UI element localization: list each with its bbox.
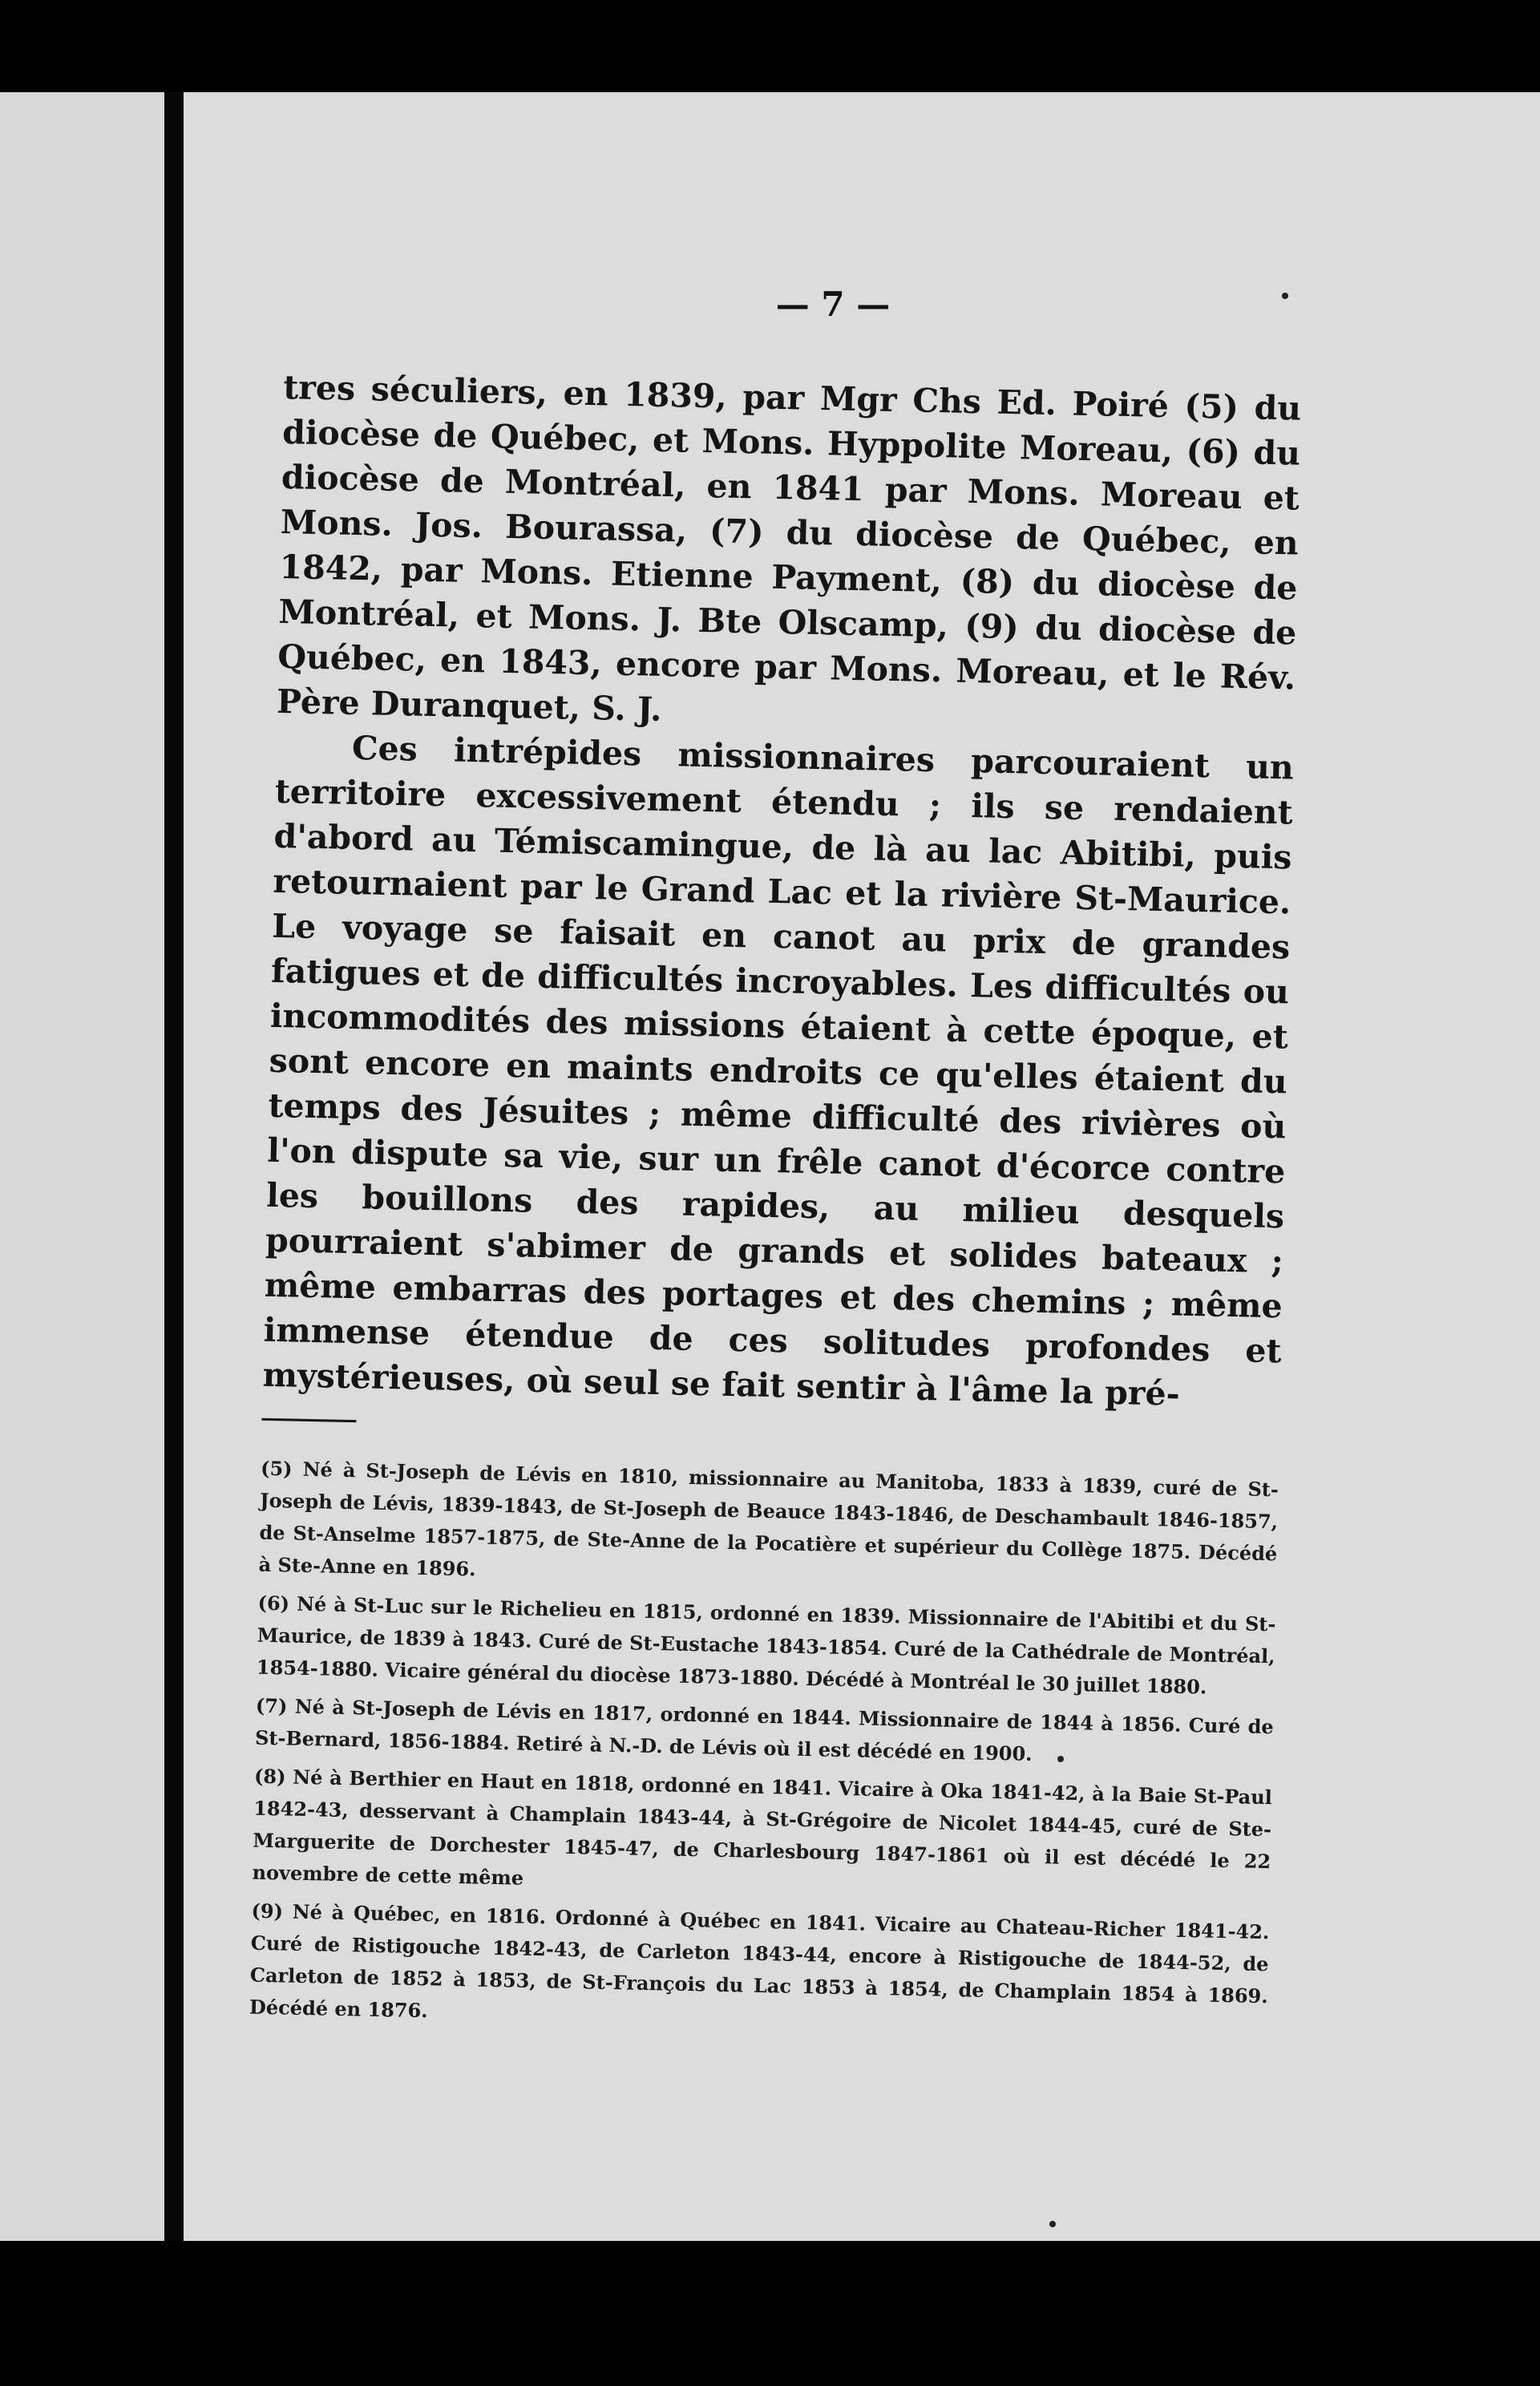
footnote: (6) Né à St-Luc sur le Richelieu en 1815, ordonné en 1839. Missionnaire de l'Abitibi et du St-Maurice, de 1839 à 1843. Curé de St-Eustache 1843-1854. Curé de la Cathédrale de Montréal, 1854-1880. Vicaire général du diocèse 1873-1880. Décédé à Montréal le 30 juillet 1880. (256, 1591, 1283, 1699)
scan-speck (1049, 2221, 1056, 2227)
footnote-separator (261, 1418, 356, 1422)
footnote: (5) Né à St-Joseph de Lévis en 1810, missionnaire au Manitoba, 1833 à 1839, curé de St-Joseph de Lévis, 1839-1843, de St-Joseph de Beauce 1843-1846, de Deschambault 1846-1857, de St-Anselme 1857-1875, de Ste-Anne de la Pocatière et supérieur du Collège 1875. Décédé à Ste-Anne en 1896. (258, 1456, 1285, 1581)
scan-speck (1282, 293, 1288, 299)
page-body (249, 365, 1313, 2051)
scanned-page (184, 92, 1540, 2241)
scan-speck (1057, 1756, 1064, 1762)
paragraph: Ces intrépides missionnaires parcouraient un territoire excessivement étendu ; ils se rendaient d'abord au Témiscamingue, de là au lac Abitibi, puis retournaient par le Grand Lac et la rivière St-Maurice. Le voyage se faisait en canot au prix de grandes fatigues et de difficultés incroyables. Les difficultés ou incommodités des missions étaient à cette époque, et sont encore en maints endroits ce qu'elles étaient du temps des Jésuites ; même difficulté des rivières où l'on dispute sa vie, sur un frêle canot d'écorce contre les bouillons des rapides, au milieu desquels pourraient s'abimer de grands et solides bateaux ; même embarras des portages et des chemins ; même immense étendue de ces solitudes profondes et mystérieuses, où seul se fait sentir à l'âme la pré- (262, 728, 1306, 1413)
footnote: (8) Né à Berthier en Haut en 1818, ordonné en 1841. Vicaire à Oka 1841-42, à la Baie St-Paul 1842-43, desservant à Champlain 1843-44, à St-Grégoire de Nicolet 1844-45, curé de Ste-Marguerite de Dorchester 1845-47, de Charlesbourg 1847-1861 où il est décédé le 22 novembre de cette même (252, 1764, 1279, 1890)
footnote: (7) Né à St-Joseph de Lévis en 1817, ordonné en 1844. Missionnaire de 1844 à 1856. Curé de St-Bernard, 1856-1884. Retiré à N.-D. de Lévis où il est décédé en 1900. (254, 1693, 1281, 1765)
paragraph: tres séculiers, en 1839, par Mgr Chs Ed. Poiré (5) du diocèse de Québec, et Mons. Hyppolite Moreau, (6) du diocèse de Montréal, en 1841 par Mons. Moreau et Mons. Jos. Bourassa, (7) du diocèse de Québec, en 1842, par Mons. Etienne Payment, (8) du diocèse de Montréal, et Mons. J. Bte Olscamp, (9) du diocèse de Québec, en 1843, encore par Mons. Moreau, et le Rév. Père Duranquet, S. J. (276, 367, 1313, 729)
footnote: (9) Né à Québec, en 1816. Ordonné à Québec en 1841. Vicaire au Chateau-Richer 1841-42. Curé de Ristigouche 1842-43, de Carleton 1843-44, encore à Ristigouche de 1844-52, de Carleton de 1852 à 1853, de St-François du Lac 1853 à 1854, de Champlain 1854 à 1869. Décédé en 1876. (249, 1899, 1276, 2023)
page-number: — 7 — (775, 285, 891, 324)
adjacent-page-edge (0, 92, 164, 2241)
page-gutter (164, 92, 184, 2241)
